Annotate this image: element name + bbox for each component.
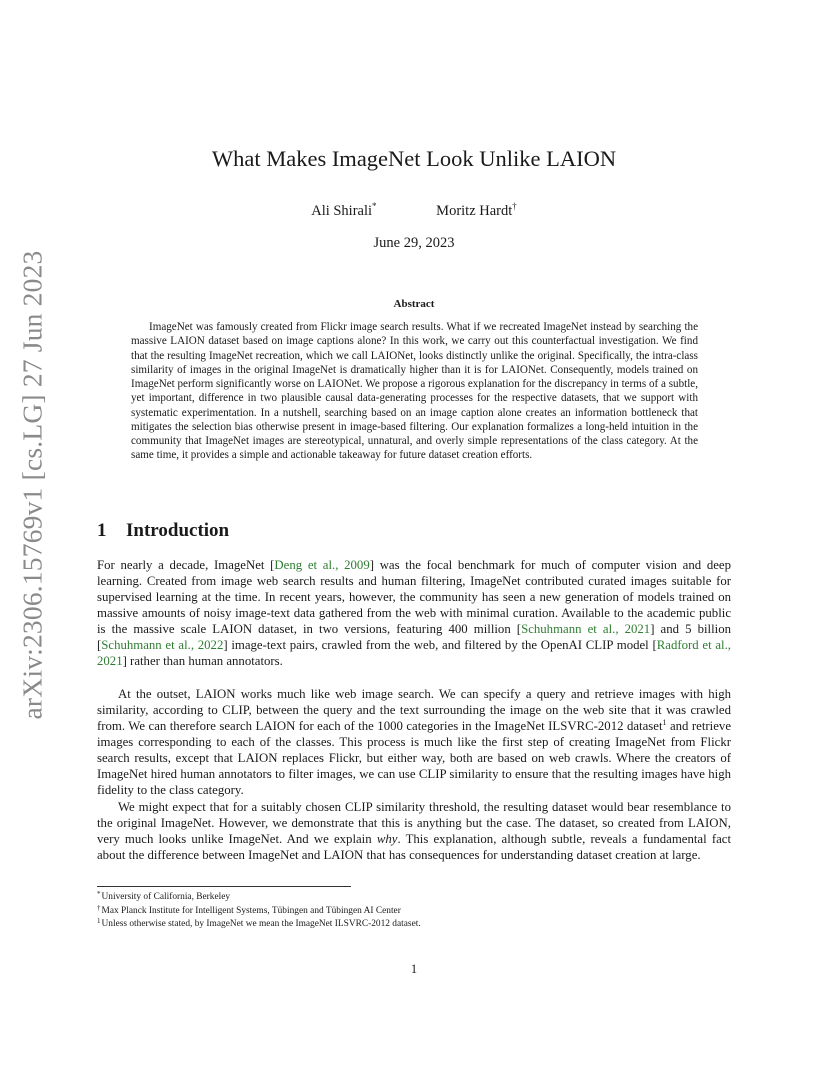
paragraph-text: At the outset, LAION works much like web image search. We can specify a query and retrieve images with high similarity, according to CLIP, between the query and the text surrounding the image on the web site that it was crawled from. We can therefore search LAION for each of the 1000 categories in the ImageNet ILSVRC-2012 dataset bbox=[97, 687, 731, 733]
footnote bbox=[97, 918, 737, 932]
affiliation-mark: * bbox=[372, 201, 377, 211]
paragraph-text: ] and 5 billion [ bbox=[97, 622, 731, 652]
footnote-reference[interactable]: 1 bbox=[662, 718, 667, 727]
footnote-text: Unless otherwise stated, by ImageNet we mean the ImageNet ILSVRC-2012 dataset. bbox=[101, 919, 421, 929]
abstract-heading: Abstract bbox=[393, 298, 435, 310]
intro-paragraph-2 bbox=[97, 686, 731, 798]
arxiv-identifier-stamp bbox=[10, 250, 54, 720]
author-list bbox=[96, 203, 732, 220]
arxiv-identifier-text: arXiv:2306.15769v1 [cs.LG] 27 Jun 2023 bbox=[16, 250, 47, 720]
paragraph-text: and retrieve images corresponding to each of the classes. This process is much like the first step of creating ImageNet from Flickr search results, except that LAION replaces Flickr, but either way, both are based on web crawls. Where the creators of ImageNet hired human annotators to filter images, we can use CLIP similarity to ensure that the resulting images have high fidelity to the class category. bbox=[97, 719, 731, 797]
citation-link[interactable]: Schuhmann et al., 2021 bbox=[521, 622, 651, 636]
citation-link[interactable]: Schuhmann et al., 2022 bbox=[101, 638, 224, 652]
intro-paragraph-3 bbox=[97, 799, 731, 863]
intro-paragraph-1 bbox=[97, 557, 731, 669]
citation-link[interactable]: Radford et al., 2021 bbox=[97, 638, 731, 668]
footnote-mark: * bbox=[97, 890, 101, 898]
affiliation-mark: † bbox=[512, 201, 517, 211]
paper-date: June 29, 2023 bbox=[373, 235, 455, 251]
footnote bbox=[97, 905, 737, 919]
paragraph-text: ] image-text pairs, crawled from the web, and filtered by the OpenAI CLIP model [ bbox=[223, 638, 657, 652]
abstract-text: ImageNet was famously created from Flickr image search results. What if we recreated ImageNet instead by searching the massive LAION dataset based on image captions alone? In this work, we carry out this counterfactual investigation. We find that the resulting ImageNet recreation, which we call LAIONet, looks distinctly unlike the original. Specifically, the intra-class similarity of images in the original ImageNet is dramatically higher than it is for LAIONet. Consequently, models trained on ImageNet perform significantly worse on LAIONet. We propose a rigorous explanation for the discrepancy in terms of a subtle, yet important, difference in two plausible causal data-generating processes for the respective datasets, that we support with systematic experimentation. In a nutshell, searching based on an image caption alone creates an information bottleneck that mitigates the selection bias otherwise present in image-based filtering. Our explanation formalizes a long-held intuition in the community that ImageNet images are stereotypical, unnatural, and overly simple representations of the class category. At the same time, it provides a simple and actionable takeaway for future dataset creation efforts. bbox=[131, 321, 698, 462]
paragraph-text: . This explanation, although subtle, reveals a fundamental fact about the difference between ImageNet and LAION that has consequences for understanding dataset creation at large. bbox=[97, 832, 731, 862]
page-number: 1 bbox=[410, 962, 418, 976]
author bbox=[436, 203, 517, 220]
footnotes bbox=[97, 891, 737, 932]
footnote-divider bbox=[97, 886, 351, 887]
paragraph-text: For nearly a decade, ImageNet [ bbox=[97, 558, 275, 572]
footnote-mark: † bbox=[97, 903, 101, 912]
section-heading bbox=[97, 520, 229, 542]
paragraph-text: We might expect that for a suitably chosen CLIP similarity threshold, the resulting dataset would bear resemblance to the original ImageNet. However, we demonstrate that this is anything but the case. The dataset, so created from LAION, very much looks unlike ImageNet. And we explain bbox=[97, 800, 731, 846]
author-name: Ali Shirali bbox=[311, 203, 373, 219]
paragraph-text: ] was the focal benchmark for much of computer vision and deep learning. Created from image web search results and human filtering, ImageNet contributed curated images suitable for supervised learning at the time. In recent years, however, the community has seen a new generation of models trained on massive amounts of noisy image-text data gathered from the web with minimal curation. Available to the academic public is the massive scale LAION dataset, in two versions, featuring 400 million [ bbox=[97, 558, 731, 636]
paper-title: What Makes ImageNet Look Unlike LAION bbox=[211, 146, 617, 171]
paragraph-text: ] rather than human annotators. bbox=[122, 654, 283, 668]
footnote-text: Max Planck Institute for Intelligent Systems, Tübingen and Tübingen AI Center bbox=[101, 905, 401, 916]
author-name: Moritz Hardt bbox=[436, 203, 513, 219]
footnote-text: University of California, Berkeley bbox=[101, 892, 231, 902]
section-title: Introduction bbox=[126, 520, 230, 541]
emphasis-text: why bbox=[376, 832, 398, 846]
citation-link[interactable]: Deng et al., 2009 bbox=[274, 558, 370, 572]
footnote-mark: 1 bbox=[97, 917, 101, 925]
section-number: 1 bbox=[97, 520, 107, 541]
author bbox=[311, 203, 376, 220]
footnote bbox=[97, 891, 737, 905]
